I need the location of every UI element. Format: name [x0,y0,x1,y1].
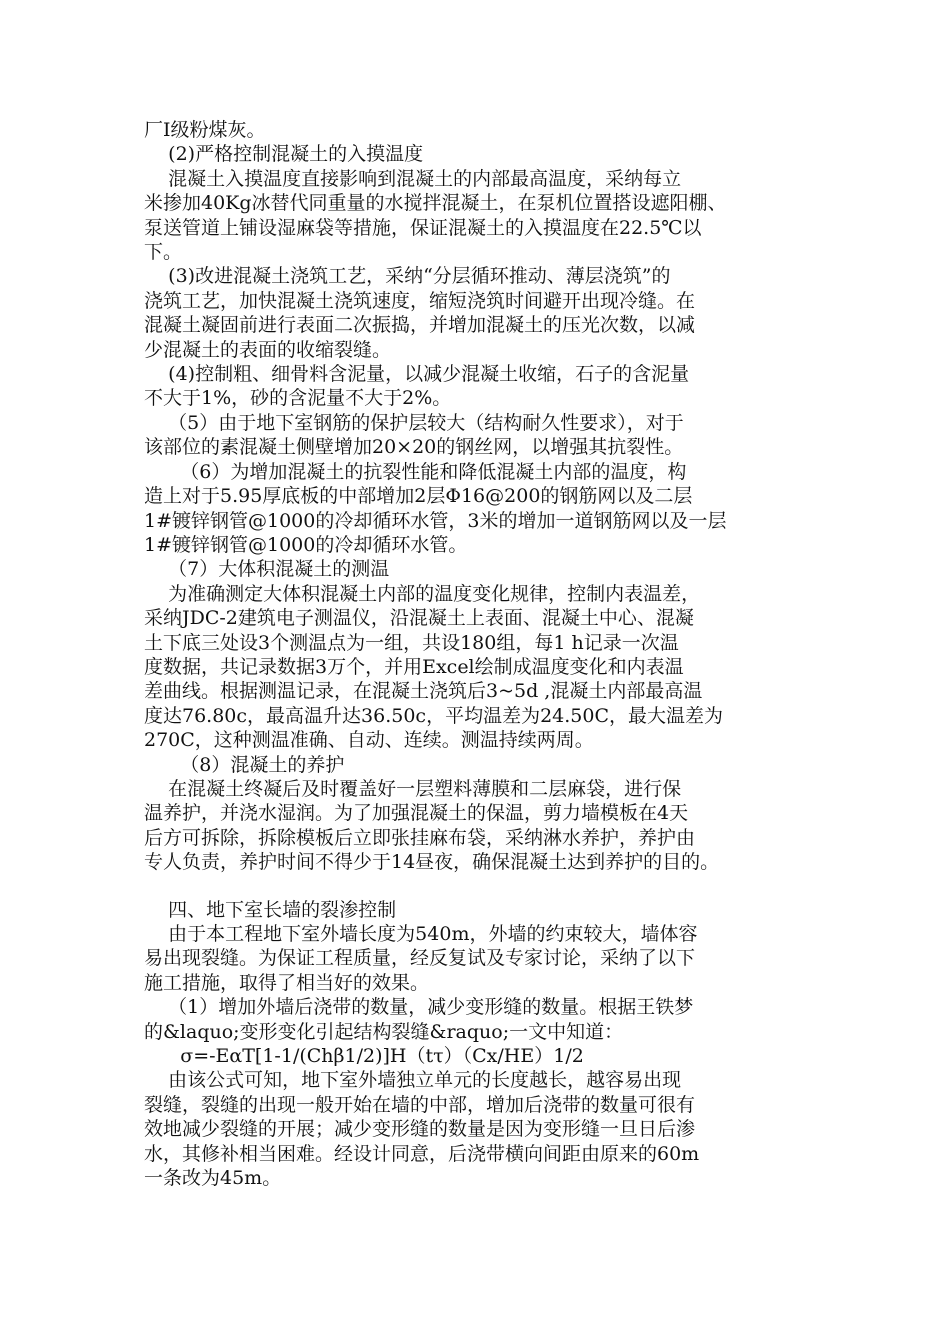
paragraph-aggregate-mud: (4)控制粗、细骨料含泥量，以减少混凝土收缩，石子的含泥量 不大于1%，砂的含泥量不大于2%。 [144,363,690,410]
heading-curing: （8）混凝土的养护 [144,753,345,776]
paragraph-steel-mesh: （5）由于地下室钢筋的保护层较大（结构耐久性要求），对于 该部位的素混凝土侧壁增加20×20的钢丝网，以增强其抗裂性。 [144,411,684,459]
heading-temperature-measurement: （7）大体积混凝土的测温 [144,558,390,581]
paragraph-pouring-process: (3)改进混凝土浇筑工艺，采纳“分层循环推动、薄层浇筑”的 浇筑工艺，加快混凝土浇筑速度，缩短浇筑时间避开出现冷缝。在 混凝土凝固前进行表面二次振捣，并增加混凝土的压光次数，以减 少混凝土的表面的收缩裂缝。 [144,265,696,361]
paragraph-curing: 在混凝土终凝后及时覆盖好一层塑料薄膜和二层麻袋，进行保 温养护，并浇水湿润。为了加强混凝土的保温，剪力墙模板在4天 后方可拆除，拆除模板后立即张挂麻布袋，采纳淋水养护，养护由 专人负责，养护时间不得少于14昼夜，确保混凝土达到养护的目的。 [144,777,720,874]
paragraph-pour-temperature: 混凝土入摸温度直接影响到混凝土的内部最高温度，采纳每立 米掺加40Kg冰替代同重量的水搅拌混凝土，在泵机位置搭设遮阳棚、 泵送管道上铺设湿麻袋等措施，保证混凝土的入摸温度在22.5℃以 下。 [144,167,727,264]
paragraph-wall-length: 由于本工程地下室外墙长度为540m，外墙的约束较大，墙体容 易出现裂缝。为保证工程质量，经反复试及专家讨论，采纳了以下 施工措施，取得了相当好的效果。 [144,923,698,994]
paragraph-fly-ash: 厂Ⅰ级粉煤灰。 [144,119,266,141]
paragraph-temperature-measurement: 为准确测定大体积混凝土内部的温度变化规律，控制内表温差， 采纳JDC-2建筑电子测温仪，沿混凝土上表面、混凝土中心、混凝 土下底三处设3个测温点为一组，共设180组，每1 h记录一次温 度数据，共记录数据3万个，并用Excel绘制成温度变化和内表温 差曲线。根据测温记录，在混凝土浇筑后3~5d ,混凝土内部最高温 度达76.80c，最高温升达36.50c，平均温差为24.50C，最大温差为 270C，这种测温准确、自动、连续。测温持续两周。 [144,582,724,752]
paragraph-formula-explanation: 由该公式可知，地下室外墙独立单元的长度越长，越容易出现 裂缝，裂缝的出现一般开始在墙的中部，增加后浇带的数量可很有 效地减少裂缝的开展；减少变形缝的数量是因为变形缝一旦日后渗 水，其修补相当困难。经设计同意，后浇带横向间距由原来的60m 一条改为45m。 [144,1069,700,1190]
heading-section-four: 四、地下室长墙的裂渗控制 [144,898,397,921]
paragraph-cooling-pipes: （6）为增加混凝土的抗裂性能和降低混凝土内部的温度，构 造上对于5.95厚底板的中部增加2层Φ16@200的钢筋网以及二层 1#镀锌钢管@1000的冷却循环水管，3米的增加一道钢筋网以及一层 1#镀锌钢管@1000的冷却循环水管。 [144,460,727,556]
formula-line: σ=-EαT[1-1/(Chβ1/2)]H（tτ）（Cx/HE）1/2 [144,1045,584,1068]
document-body [144,118,816,1190]
heading-pour-temperature: (2)严格控制混凝土的入摸温度 [144,143,424,166]
section-gap [144,875,816,898]
paragraph-post-pour-strips: （1）增加外墙后浇带的数量，减少变形缝的数量。根据王铁梦 的&laquo;变形变化引起结构裂缝&raquo;一文中知道： [144,996,694,1043]
